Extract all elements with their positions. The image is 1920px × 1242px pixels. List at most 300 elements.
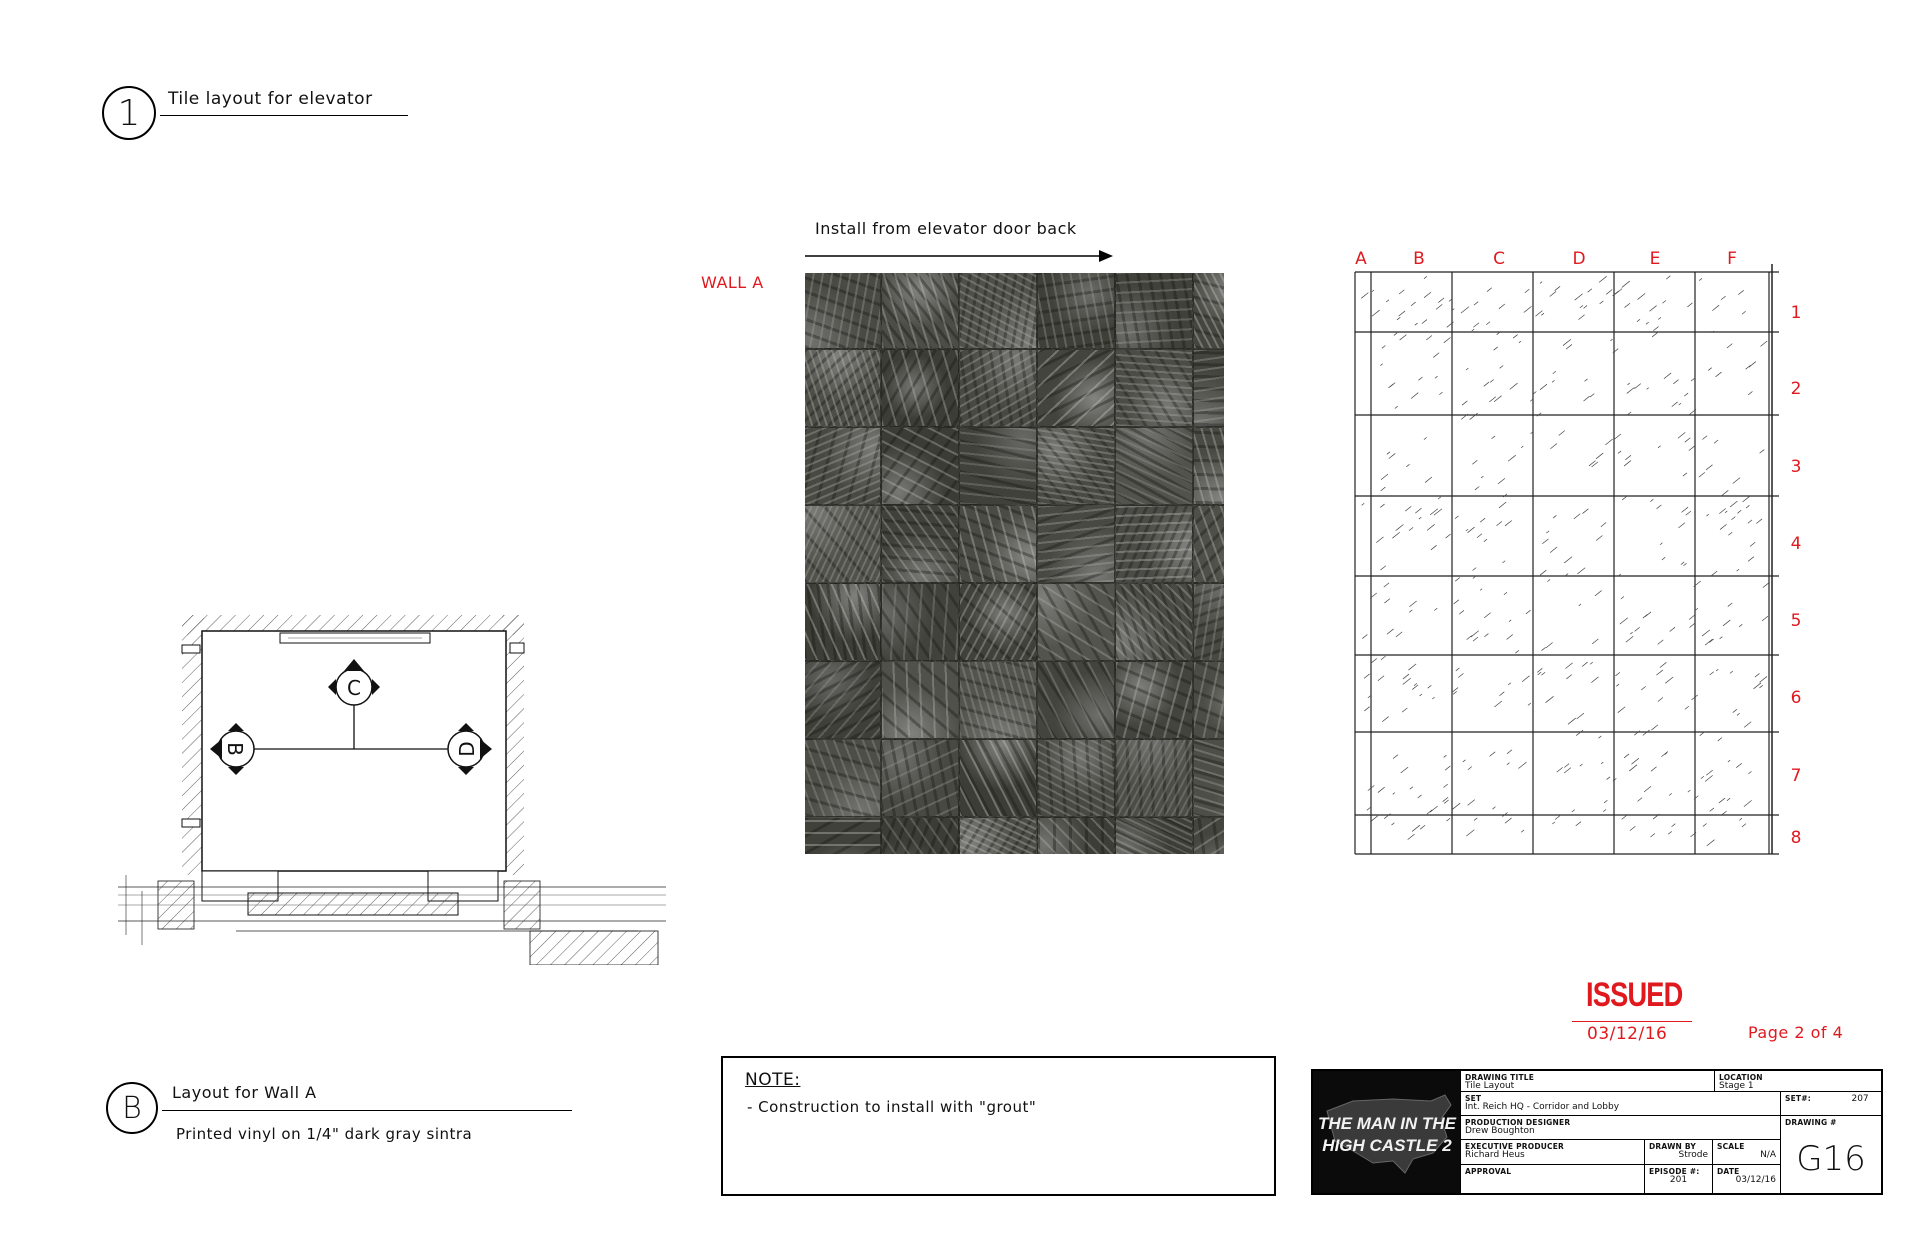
grid-speckle bbox=[1742, 824, 1746, 827]
marble-tile bbox=[881, 427, 959, 505]
grid-speckle bbox=[1439, 392, 1442, 395]
location-cell: LOCATION Stage 1 bbox=[1714, 1071, 1881, 1092]
grid-speckle bbox=[1438, 497, 1441, 499]
marble-tile bbox=[1037, 661, 1115, 739]
grid-speckle bbox=[1426, 335, 1432, 340]
date-value: 03/12/16 bbox=[1735, 1175, 1776, 1185]
marble-tile bbox=[1037, 583, 1115, 661]
grid-speckle bbox=[1730, 501, 1737, 507]
grid-speckle bbox=[1658, 317, 1661, 319]
grid-speckle bbox=[1443, 784, 1447, 787]
grid-speckle bbox=[1706, 770, 1712, 775]
tile-grid-diagram bbox=[1340, 240, 1820, 860]
grid-speckle bbox=[1705, 775, 1713, 781]
drawn-by-cell: DRAWN BY Strode bbox=[1644, 1140, 1712, 1165]
drawing-title-value: Tile Layout bbox=[1465, 1081, 1515, 1091]
grid-speckle bbox=[1510, 383, 1518, 389]
marble-tile bbox=[881, 349, 959, 427]
grid-speckle bbox=[1710, 808, 1714, 811]
grid-speckle bbox=[1552, 380, 1554, 382]
grid-speckle bbox=[1660, 662, 1667, 667]
grid-speckle bbox=[1499, 304, 1505, 309]
grid-speckle bbox=[1446, 534, 1451, 538]
grid-speckle bbox=[1555, 286, 1560, 290]
grid-speckle bbox=[1679, 523, 1685, 528]
grid-speckle bbox=[1387, 452, 1390, 455]
grid-speckle bbox=[1599, 276, 1607, 282]
grid-speckle bbox=[1499, 502, 1506, 508]
grid-speckle bbox=[1499, 692, 1504, 696]
marble-tile bbox=[805, 661, 881, 739]
section-number-badge bbox=[102, 86, 156, 140]
grid-speckle bbox=[1627, 387, 1635, 393]
grid-speckle bbox=[1706, 514, 1708, 516]
grid-speckle bbox=[1408, 834, 1415, 840]
marble-tile bbox=[805, 583, 881, 661]
grid-speckle bbox=[1405, 506, 1411, 511]
grid-speckle bbox=[1490, 380, 1493, 383]
grid-speckle bbox=[1393, 793, 1395, 795]
grid-speckle bbox=[1509, 620, 1511, 622]
grid-speckle bbox=[1547, 579, 1550, 581]
grid-speckle bbox=[1493, 807, 1496, 809]
section-b-rule bbox=[162, 1110, 572, 1111]
grid-speckle bbox=[1445, 766, 1450, 770]
drawing-title-cell: DRAWING TITLE Tile Layout bbox=[1460, 1071, 1714, 1092]
grid-speckle bbox=[1624, 754, 1629, 758]
logo-line-2: HIGH CASTLE 2 bbox=[1322, 1136, 1452, 1155]
grid-speckle bbox=[1707, 840, 1715, 846]
grid-speckle bbox=[1522, 676, 1529, 682]
set-number-value: 207 bbox=[1851, 1094, 1869, 1104]
scale-cell: SCALE N/A bbox=[1712, 1140, 1780, 1165]
grid-speckle bbox=[1508, 455, 1516, 461]
grid-speckle bbox=[1389, 453, 1395, 458]
grid-speckle bbox=[1484, 539, 1487, 542]
grid-speckle bbox=[1727, 798, 1730, 801]
grid-speckle bbox=[1733, 709, 1737, 712]
grid-speckle bbox=[1651, 767, 1657, 771]
marble-tile bbox=[959, 661, 1037, 739]
grid-speckle bbox=[1604, 800, 1607, 803]
grid-speckle bbox=[1728, 532, 1732, 535]
grid-speckle bbox=[1666, 276, 1670, 279]
grid-speckle bbox=[1756, 519, 1762, 524]
grid-speckle bbox=[1435, 376, 1438, 378]
grid-speckle bbox=[1566, 344, 1572, 349]
grid-speckle bbox=[1580, 764, 1583, 766]
grid-speckle bbox=[1427, 524, 1435, 530]
title-block bbox=[1311, 1069, 1883, 1195]
grid-speckle bbox=[1541, 647, 1545, 650]
date-cell: DATE 03/12/16 bbox=[1712, 1165, 1780, 1193]
grid-speckle bbox=[1625, 303, 1630, 307]
grid-column-label: C bbox=[1493, 249, 1505, 269]
grid-speckle bbox=[1682, 507, 1689, 512]
marble-tile bbox=[959, 583, 1037, 661]
grid-speckle bbox=[1662, 557, 1665, 560]
grid-speckle bbox=[1601, 762, 1603, 764]
marble-tile-wall bbox=[805, 273, 1224, 854]
grid-speckle bbox=[1472, 460, 1477, 464]
show-logo bbox=[1313, 1071, 1460, 1193]
grid-speckle bbox=[1665, 677, 1673, 683]
grid-speckle bbox=[1696, 608, 1698, 610]
grid-speckle bbox=[1424, 292, 1431, 297]
grid-speckle bbox=[1720, 637, 1723, 639]
section-title-rule bbox=[160, 115, 408, 116]
marble-tile bbox=[1115, 583, 1193, 661]
marble-tile bbox=[959, 739, 1037, 817]
set-number-cell: SET#: 207 bbox=[1780, 1092, 1881, 1116]
grid-speckle bbox=[1434, 608, 1437, 610]
grid-speckle bbox=[1494, 396, 1502, 402]
grid-speckle bbox=[1748, 391, 1752, 394]
grid-speckle bbox=[1376, 537, 1383, 543]
drawing-number-value: G16 bbox=[1796, 1139, 1866, 1179]
grid-speckle bbox=[1643, 614, 1648, 618]
note-box bbox=[721, 1056, 1276, 1196]
grid-speckle bbox=[1500, 365, 1504, 368]
marble-tile bbox=[1115, 273, 1193, 349]
grid-speckle bbox=[1760, 450, 1765, 454]
grid-column-label: B bbox=[1413, 249, 1425, 269]
grid-speckle bbox=[1408, 664, 1416, 670]
grid-speckle bbox=[1650, 499, 1653, 501]
grid-speckle bbox=[1524, 306, 1532, 312]
grid-speckle bbox=[1362, 635, 1367, 639]
grid-speckle bbox=[1401, 767, 1408, 773]
grid-speckle bbox=[1621, 596, 1624, 598]
grid-row-label: 2 bbox=[1790, 379, 1802, 399]
grid-speckle bbox=[1576, 730, 1583, 735]
marble-tile bbox=[1193, 273, 1224, 349]
marble-tile bbox=[1193, 427, 1224, 505]
grid-speckle bbox=[1515, 650, 1519, 653]
grid-speckle bbox=[1662, 301, 1665, 304]
grid-speckle bbox=[1702, 630, 1710, 636]
grid-speckle bbox=[1643, 730, 1650, 736]
grid-speckle bbox=[1590, 394, 1594, 397]
grid-speckle bbox=[1425, 477, 1432, 483]
grid-speckle bbox=[1455, 516, 1458, 519]
grid-speckle bbox=[1484, 613, 1490, 618]
grid-speckle bbox=[1701, 776, 1704, 778]
grid-speckle bbox=[1637, 319, 1640, 321]
grid-speckle bbox=[1683, 473, 1687, 476]
grid-speckle bbox=[1738, 290, 1743, 294]
section-b-subtitle: Printed vinyl on 1/4" dark gray sintra bbox=[176, 1125, 473, 1143]
grid-speckle bbox=[1687, 303, 1692, 307]
marble-tile bbox=[1037, 349, 1115, 427]
grid-speckle bbox=[1431, 545, 1437, 550]
grid-speckle bbox=[1434, 509, 1442, 515]
grid-speckle bbox=[1453, 691, 1457, 694]
location-value: Stage 1 bbox=[1719, 1081, 1754, 1091]
marble-tile bbox=[1115, 661, 1193, 739]
marble-tile bbox=[1037, 739, 1115, 817]
grid-speckle bbox=[1481, 476, 1483, 478]
grid-speckle bbox=[1574, 514, 1580, 519]
section-number: 1 bbox=[117, 92, 141, 134]
grid-speckle bbox=[1403, 678, 1411, 684]
grid-speckle bbox=[1658, 446, 1661, 448]
grid-speckle bbox=[1718, 738, 1722, 741]
issued-date: 03/12/16 bbox=[1587, 1024, 1668, 1044]
grid-speckle bbox=[1534, 392, 1537, 394]
marble-tile bbox=[1193, 583, 1224, 661]
section-b-title: Layout for Wall A bbox=[172, 1083, 317, 1102]
grid-speckle bbox=[1436, 304, 1442, 309]
grid-speckle bbox=[1518, 762, 1526, 768]
grid-speckle bbox=[1716, 372, 1722, 377]
grid-speckle bbox=[1372, 310, 1380, 316]
grid-speckle bbox=[1599, 736, 1602, 738]
grid-speckle bbox=[1384, 583, 1389, 587]
grid-speckle bbox=[1380, 364, 1382, 366]
grid-speckle bbox=[1399, 290, 1404, 294]
grid-speckle bbox=[1739, 624, 1742, 627]
view-label-d: D bbox=[455, 741, 479, 757]
grid-speckle bbox=[1750, 542, 1755, 546]
grid-speckle bbox=[1744, 722, 1751, 728]
grid-speckle bbox=[1473, 637, 1478, 641]
production-designer-value: Drew Boughton bbox=[1465, 1126, 1535, 1136]
drawing-number-cell: DRAWING # G16 bbox=[1780, 1116, 1881, 1193]
grid-speckle bbox=[1473, 568, 1477, 571]
grid-speckle bbox=[1559, 431, 1565, 436]
grid-column-label: E bbox=[1649, 249, 1661, 269]
marble-tile bbox=[881, 273, 959, 349]
grid-speckle bbox=[1418, 795, 1422, 798]
grid-speckle bbox=[1749, 362, 1756, 368]
grid-speckle bbox=[1670, 627, 1675, 631]
grid-speckle bbox=[1631, 758, 1638, 764]
grid-speckle bbox=[1484, 634, 1488, 637]
grid-speckle bbox=[1728, 760, 1730, 762]
grid-speckle bbox=[1630, 632, 1632, 634]
grid-speckle bbox=[1721, 296, 1726, 300]
grid-speckle bbox=[1702, 436, 1707, 440]
grid-speckle bbox=[1615, 672, 1619, 676]
marble-tile bbox=[959, 349, 1037, 427]
grid-speckle bbox=[1688, 790, 1691, 792]
grid-speckle bbox=[1620, 618, 1628, 624]
note-text: - Construction to install with "grout" bbox=[747, 1098, 1037, 1116]
grid-speckle bbox=[1456, 668, 1460, 671]
grid-speckle bbox=[1400, 335, 1407, 340]
grid-speckle bbox=[1494, 701, 1502, 707]
grid-column-label: F bbox=[1727, 249, 1737, 269]
grid-speckle bbox=[1641, 686, 1646, 690]
marble-tile bbox=[881, 817, 959, 854]
grid-speckle bbox=[1579, 604, 1581, 606]
wall-a-label: WALL A bbox=[701, 273, 764, 292]
logo-line-1: THE MAN IN THE bbox=[1318, 1114, 1456, 1133]
grid-speckle bbox=[1683, 563, 1686, 565]
grid-speckle bbox=[1624, 461, 1631, 466]
grid-speckle bbox=[1467, 636, 1472, 640]
grid-speckle bbox=[1477, 534, 1482, 538]
marble-tile bbox=[1115, 349, 1193, 427]
grid-speckle bbox=[1427, 810, 1432, 814]
grid-speckle bbox=[1409, 527, 1413, 530]
grid-speckle bbox=[1610, 339, 1612, 341]
marble-tile bbox=[1193, 817, 1224, 854]
view-label-b: B bbox=[223, 742, 247, 756]
marble-tile bbox=[959, 427, 1037, 505]
grid-speckle bbox=[1528, 703, 1531, 705]
grid-speckle bbox=[1433, 353, 1439, 358]
grid-speckle bbox=[1454, 600, 1459, 604]
grid-speckle bbox=[1748, 520, 1752, 523]
marble-tile bbox=[1037, 817, 1115, 854]
grid-speckle bbox=[1563, 339, 1571, 345]
grid-speckle bbox=[1468, 800, 1475, 806]
grid-speckle bbox=[1596, 453, 1603, 459]
elevator-floor-plan bbox=[118, 605, 666, 965]
marble-tile bbox=[805, 349, 881, 427]
grid-speckle bbox=[1727, 344, 1732, 348]
grid-speckle bbox=[1387, 629, 1394, 634]
grid-speckle bbox=[1722, 811, 1726, 814]
grid-speckle bbox=[1542, 539, 1548, 544]
grid-speckle bbox=[1505, 818, 1512, 823]
grid-speckle bbox=[1720, 524, 1727, 529]
marble-tile bbox=[805, 273, 881, 349]
grid-speckle bbox=[1638, 798, 1643, 802]
grid-speckle bbox=[1474, 818, 1477, 821]
grid-speckle bbox=[1711, 571, 1717, 576]
grid-speckle bbox=[1673, 380, 1678, 384]
grid-speckle bbox=[1392, 823, 1395, 825]
grid-speckle bbox=[1494, 347, 1498, 350]
grid-speckle bbox=[1737, 510, 1741, 513]
grid-speckle bbox=[1519, 341, 1521, 343]
grid-speckle bbox=[1402, 708, 1407, 712]
set-value: Int. Reich HQ - Corridor and Lobby bbox=[1465, 1102, 1620, 1112]
grid-speckle bbox=[1541, 313, 1544, 315]
grid-speckle bbox=[1607, 777, 1610, 780]
grid-speckle bbox=[1458, 673, 1463, 677]
grid-speckle bbox=[1474, 302, 1478, 305]
grid-speckle bbox=[1535, 311, 1542, 317]
grid-speckle bbox=[1685, 438, 1691, 442]
grid-speckle bbox=[1415, 508, 1421, 513]
grid-speckle bbox=[1582, 509, 1588, 514]
grid-speckle bbox=[1584, 379, 1587, 381]
grid-speckle bbox=[1658, 698, 1663, 702]
episode-cell: EPISODE #: 201 bbox=[1644, 1165, 1712, 1193]
marble-tile bbox=[805, 817, 881, 854]
grid-speckle bbox=[1470, 413, 1478, 419]
marble-tile bbox=[805, 739, 881, 817]
marble-tile bbox=[881, 739, 959, 817]
grid-speckle bbox=[1541, 672, 1545, 675]
grid-speckle bbox=[1618, 707, 1625, 713]
grid-speckle bbox=[1606, 290, 1612, 295]
grid-speckle bbox=[1669, 793, 1672, 795]
grid-speckle bbox=[1461, 307, 1469, 313]
grid-speckle bbox=[1714, 440, 1718, 443]
grid-speckle bbox=[1616, 684, 1619, 686]
grid-speckle bbox=[1658, 640, 1664, 644]
grid-speckle bbox=[1538, 672, 1541, 675]
grid-speckle bbox=[1505, 521, 1512, 526]
grid-speckle bbox=[1480, 589, 1482, 591]
grid-speckle bbox=[1521, 830, 1524, 832]
marble-tile bbox=[805, 427, 881, 505]
grid-speckle bbox=[1430, 509, 1438, 515]
grid-speckle bbox=[1466, 529, 1468, 531]
grid-speckle bbox=[1575, 294, 1583, 300]
grid-speckle bbox=[1584, 306, 1587, 309]
grid-speckle bbox=[1484, 382, 1489, 386]
grid-speckle bbox=[1603, 809, 1606, 811]
grid-speckle bbox=[1719, 509, 1725, 514]
grid-speckle bbox=[1364, 674, 1370, 678]
grid-speckle bbox=[1657, 505, 1662, 509]
marble-tile bbox=[881, 661, 959, 739]
grid-speckle bbox=[1759, 685, 1762, 688]
grid-speckle bbox=[1395, 406, 1398, 408]
grid-speckle bbox=[1372, 290, 1374, 292]
grid-speckle bbox=[1725, 511, 1727, 513]
section-letter: B bbox=[122, 1090, 142, 1126]
marble-tile bbox=[805, 505, 881, 583]
grid-speckle bbox=[1651, 725, 1657, 730]
marble-tile bbox=[1037, 505, 1115, 583]
grid-speckle bbox=[1672, 402, 1678, 407]
grid-speckle bbox=[1577, 568, 1585, 574]
grid-speckle bbox=[1411, 302, 1416, 306]
grid-speckle bbox=[1422, 320, 1427, 324]
scale-value: N/A bbox=[1760, 1150, 1776, 1160]
grid-speckle bbox=[1590, 662, 1593, 664]
grid-speckle bbox=[1703, 824, 1707, 827]
grid-speckle bbox=[1424, 276, 1427, 278]
grid-speckle bbox=[1622, 281, 1630, 287]
grid-speckle bbox=[1653, 327, 1658, 331]
grid-speckle bbox=[1513, 335, 1518, 339]
grid-speckle bbox=[1679, 403, 1681, 405]
grid-speckle bbox=[1742, 311, 1746, 314]
grid-speckle bbox=[1378, 787, 1385, 792]
marble-tile bbox=[881, 505, 959, 583]
grid-speckle bbox=[1380, 566, 1385, 570]
grid-speckle bbox=[1634, 384, 1640, 389]
grid-speckle bbox=[1525, 289, 1530, 293]
grid-speckle bbox=[1733, 478, 1740, 484]
grid-row-label: 8 bbox=[1790, 828, 1802, 848]
grid-speckle bbox=[1394, 333, 1397, 336]
grid-speckle bbox=[1550, 547, 1557, 553]
grid-speckle bbox=[1378, 676, 1384, 681]
grid-speckle bbox=[1438, 298, 1444, 303]
grid-speckle bbox=[1396, 525, 1404, 531]
section-letter-badge bbox=[106, 1082, 158, 1134]
marble-tile bbox=[1115, 427, 1193, 505]
grid-speckle bbox=[1382, 717, 1388, 722]
grid-speckle bbox=[1746, 505, 1749, 508]
grid-speckle bbox=[1661, 751, 1667, 756]
grid-speckle bbox=[1664, 373, 1671, 379]
grid-speckle bbox=[1382, 346, 1385, 349]
grid-speckle bbox=[1530, 399, 1532, 401]
grid-speckle bbox=[1397, 317, 1400, 320]
grid-speckle bbox=[1629, 765, 1637, 771]
grid-speckle bbox=[1656, 670, 1662, 675]
